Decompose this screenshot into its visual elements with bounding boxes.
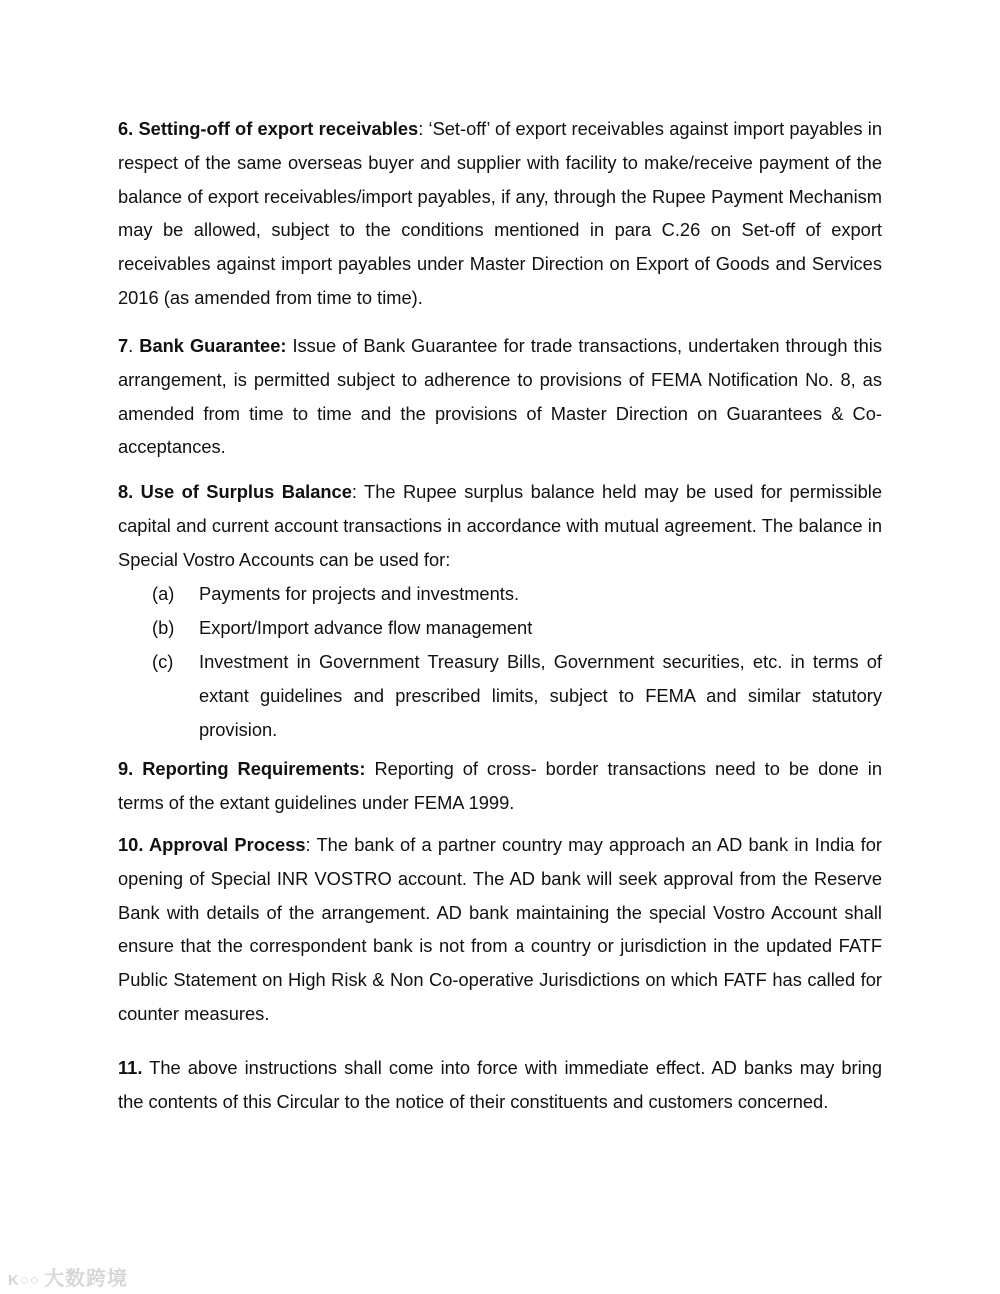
- paragraph-heading: Bank Guarantee:: [139, 335, 287, 356]
- paragraph-11-effect: [118, 1051, 882, 1119]
- paragraph-text: : The Rupee surplus balance held may be used for permissible capital and current account transactions in accordance with mutual agreement. The balance in Special Vostro Accounts can be used for:: [118, 481, 882, 570]
- list-item-text: Export/Import advance flow management: [199, 617, 533, 638]
- paragraph-heading: 9. Reporting Requirements:: [118, 758, 366, 779]
- paragraph-7-bank-guarantee: 7. Bank Guarantee: Issue of Bank Guarantee for trade transactions, undertaken through this arrangement, is permitted subject to adherence to provisions of FEMA Notification No. 8, as amended from time to time and the provisions of Master Direction on Guarantees & Co-acceptances.: [118, 335, 882, 458]
- watermark-text: 大数跨境: [43, 1268, 128, 1290]
- paragraph-heading: 6. Setting-off of export receivables: [118, 118, 419, 139]
- paragraph-number: 7: [118, 335, 129, 356]
- paragraph-heading: 8. Use of Surplus Balance: [118, 481, 352, 502]
- paragraph-10-approval: [118, 828, 882, 1031]
- paragraph-heading: 11.: [118, 1057, 143, 1078]
- paragraph-text: : The bank of a partner country may approach an AD bank in India for opening of Special INR VOSTRO account. The AD bank will seek approval from the Reserve Bank with details of the arrangement. AD bank maintaining the special Vostro Account shall ensure that the correspondent bank is not from a country or jurisdiction in the updated FATF Public Statement on High Risk & Non Co-operative Jurisdictions on which FATF has called for counter measures.: [118, 834, 882, 1024]
- paragraph-text: The above instructions shall come into force with immediate effect. AD banks may bring the contents of this Circular to the notice of their constituents and customers concerned.: [118, 1057, 882, 1112]
- paragraph-text: Reporting of cross- border transactions need to be done in terms of the extant guidelines under FEMA 1999.: [118, 758, 883, 813]
- paragraph-9-reporting: [118, 752, 882, 820]
- list-item: [152, 577, 882, 611]
- list-item-label: (c): [152, 651, 174, 672]
- list-item-text: Payments for projects and investments.: [199, 583, 520, 604]
- list-item-label: (a): [152, 583, 175, 604]
- watermark-logo: K○○: [8, 1272, 40, 1289]
- list-item: [152, 645, 882, 746]
- paragraph-text: : ‘Set-off’ of export receivables against import payables in respect of the same overseas buyer and supplier with facility to make/receive payment of the balance of export receivables/import payables, if any, through the Rupee Payment Mechanism may be allowed, subject to the conditions mentioned in para C.26 on Set-off of export receivables against import payables under Master Direction on Export of Goods and Services 2016 (as amended from time to time).: [118, 118, 882, 308]
- list-item-text: Investment in Government Treasury Bills, Government securities, etc. in terms of extant guidelines and prescribed limits, subject to FEMA and similar statutory provision.: [199, 651, 882, 740]
- paragraph-text: Issue of Bank Guarantee for trade transactions, undertaken through this arrangement, is permitted subject to adherence to provisions of FEMA Notification No. 8, as amended from time to time and the provisions of Master Direction on Guarantees & Co-acceptances.: [118, 335, 882, 458]
- list-item: [152, 611, 882, 645]
- paragraph-8-surplus-balance: [118, 475, 882, 576]
- list-item-label: (b): [152, 617, 175, 638]
- paragraph-6-setting-off: [118, 112, 882, 315]
- watermark: [8, 1262, 128, 1291]
- paragraph-heading: 10. Approval Process: [118, 834, 306, 855]
